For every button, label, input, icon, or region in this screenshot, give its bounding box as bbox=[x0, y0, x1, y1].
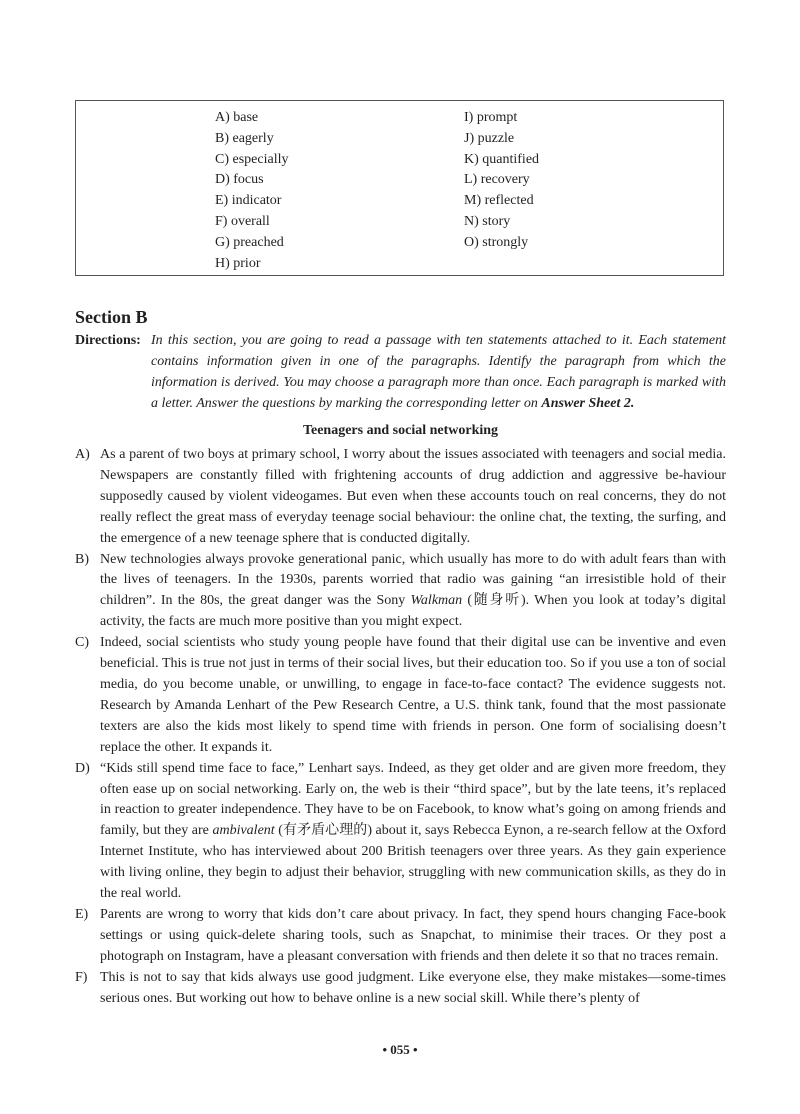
word-option: J) puzzle bbox=[464, 130, 515, 146]
paragraph-d bbox=[75, 759, 726, 905]
paragraph-text-end: (随身听). When you look at today’s digital activity, the facts are much more positive than you might expect. bbox=[100, 593, 726, 630]
paragraph-text-start: New technologies always provoke generational panic, which usually has more to do with adult fears than with the lives of teenagers. In the 1930s, parents worried that radio was gaining “an irresistible hold of their children”. In the 80s, the great danger was the Sony bbox=[100, 551, 726, 609]
paragraph-e bbox=[75, 905, 726, 968]
word-option: F) overall bbox=[215, 213, 270, 229]
word-option: H) prior bbox=[215, 255, 261, 271]
paragraph-text: Parents are wrong to worry that kids don’t care about privacy. In fact, they spend hours changing Face-book settings or using quick-delete sharing tools, such as Snapchat, to minimise their traces. Or they post a photograph on Instagram, have a pleasant conversation with friends and then delete it so that no traces remain. bbox=[100, 906, 726, 964]
italic-term: Walkman bbox=[410, 593, 463, 609]
word-option: L) recovery bbox=[464, 172, 530, 188]
directions-body: In this section, you are going to read a passage with ten statements attached to it. Each statement contains information given in one of the paragraphs. Identify the paragraph from which the information is derived. You may choose a paragraph more than once. Each paragraph is marked with a letter. Answer the questions by marking the corresponding letter on bbox=[151, 333, 726, 411]
paragraph-text bbox=[100, 550, 726, 634]
passage-body bbox=[75, 445, 726, 1009]
word-option: E) indicator bbox=[215, 193, 282, 209]
paragraph-b bbox=[75, 550, 726, 634]
word-bank-left-column bbox=[215, 108, 288, 274]
paragraph-text-start: “Kids still spend time face to face,” Lenhart says. Indeed, as they get older and are given more freedom, they often ease up on social networking. Early on, the web is their “third space”, but by the late teens, it’s replaced in reaction to greater independence. They have to be on Facebook, to know what’s going on among friends and family, but they are bbox=[100, 760, 726, 839]
passage-title: Teenagers and social networking bbox=[302, 423, 499, 438]
paragraph-text: This is not to say that kids always use good judgment. Like everyone else, they make mistakes—some-times serious ones. But working out how to behave online is a new social skill. While there’s plenty of bbox=[100, 969, 726, 1006]
directions-block bbox=[75, 330, 726, 414]
paragraph-letter: D) bbox=[75, 760, 90, 776]
paragraph-letter: A) bbox=[75, 447, 90, 462]
paragraph-text bbox=[100, 759, 726, 905]
italic-term: ambivalent bbox=[212, 823, 275, 839]
directions-label: Directions: bbox=[75, 333, 141, 348]
directions-text bbox=[151, 330, 726, 414]
paragraph-text-end: (有矛盾心理的) about it, says Rebecca Eynon, a re-search fellow at the Oxford Internet Institute, who has interviewed about 200 British teenagers over three years. As they gain experience with living online, they begin to adjust their behavior, struggling with new communication skills, as they do in the real world. bbox=[100, 823, 727, 902]
paragraph-a bbox=[75, 445, 726, 550]
paragraph-letter: B) bbox=[75, 551, 89, 567]
paragraph-letter: C) bbox=[75, 635, 89, 651]
word-option: I) prompt bbox=[464, 110, 518, 125]
paragraph-letter: E) bbox=[75, 906, 89, 922]
word-bank-box bbox=[75, 100, 724, 276]
paragraph-text: As a parent of two boys at primary school, I worry about the issues associated with teenagers and social media. Newspapers are constantly filled with frightening accounts of drug addiction and aggressive be-haviour supposedly caused by violent videogames. But even when these accounts touch on real concerns, they do not really reflect the great mass of everyday teenage social behaviour: the online chat, the texting, the surfing, and the emergence of a new teenage sphere that is conducted digitally. bbox=[100, 447, 726, 546]
word-option: O) strongly bbox=[464, 234, 529, 250]
paragraph-letter: F) bbox=[75, 969, 88, 985]
word-option: B) eagerly bbox=[215, 130, 274, 146]
word-option: D) focus bbox=[215, 172, 264, 188]
paragraph-text: Indeed, social scientists who study young people have found that their digital use can be inventive and even beneficial. This is true not just in terms of their social lives, but their education too. So if you use a ton of social media, do you become unable, or unwilling, to engage in face-to-face contact? The evidence suggests not. Research by Amanda Lenhart of the Pew Research Centre, a U.S. think tank, found that the most passionate texters are also the kids most likely to spend time with friends in person. One form of socialising doesn’t replace the other. It expands it. bbox=[100, 635, 726, 755]
word-option: N) story bbox=[464, 213, 511, 229]
section-title: Section B bbox=[75, 307, 148, 327]
word-option: C) especially bbox=[215, 151, 289, 167]
answer-sheet-reference: Answer Sheet 2. bbox=[541, 396, 635, 411]
word-option: M) reflected bbox=[464, 193, 534, 209]
word-option: K) quantified bbox=[464, 151, 540, 167]
paragraph-f bbox=[75, 968, 726, 1010]
word-option: G) preached bbox=[215, 234, 284, 250]
paragraph-c bbox=[75, 633, 726, 758]
word-option: A) base bbox=[215, 110, 259, 125]
page-number: • 055 • bbox=[382, 1042, 418, 1057]
word-bank-right-column bbox=[464, 108, 539, 254]
